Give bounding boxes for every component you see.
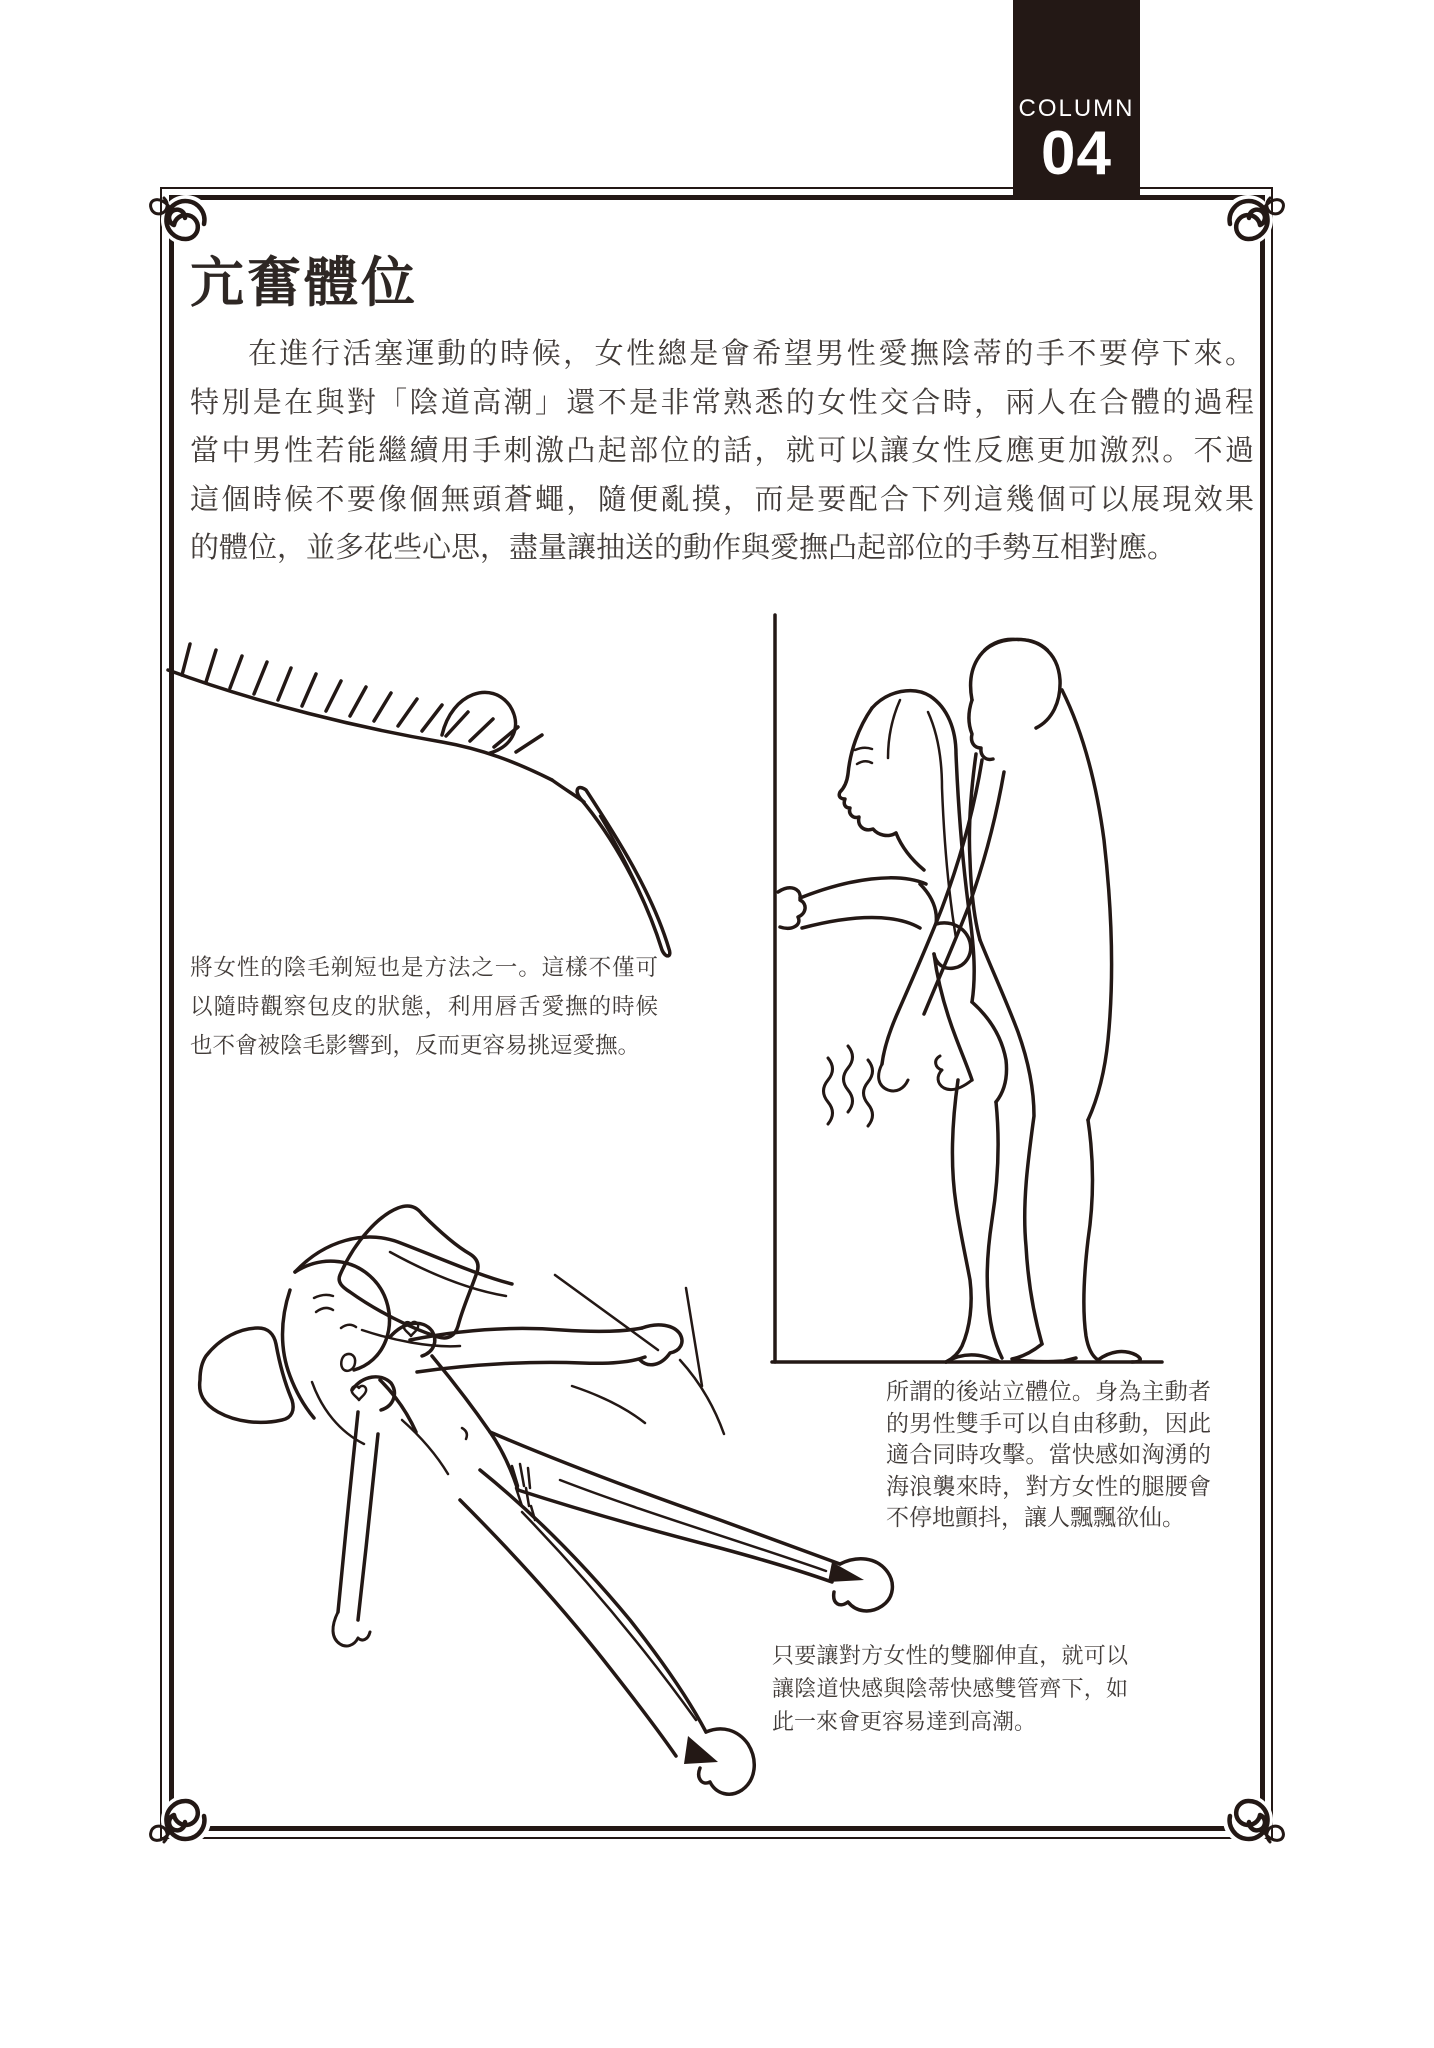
paragraph-line: 的體位，並多花些心思，盡量讓抽送的動作與愛撫凸起部位的手勢互相對應。 [190, 532, 1177, 564]
paragraph-line: 特別是在與對「陰道高潮」還不是非常熟悉的女性交合時，兩人在合體的過程 [190, 386, 1254, 419]
corner-ornament-icon [1214, 1786, 1290, 1862]
page-title: 亢奮體位 [190, 253, 418, 313]
caption-line: 所謂的後站立體位。身為主動者 [886, 1378, 1211, 1404]
paragraph-line: 在進行活塞運動的時候，女性總是會希望男性愛撫陰蒂的手不要停下來。 [248, 338, 1254, 370]
caption-line: 此一來會更容易達到高潮。 [772, 1709, 1037, 1734]
intro-paragraph [190, 330, 1254, 573]
corner-ornament-icon [1214, 178, 1290, 254]
caption-line: 不停地顫抖，讓人飄飄欲仙。 [886, 1504, 1185, 1530]
caption-lying-position [772, 1639, 1128, 1738]
column-tab [1013, 0, 1140, 196]
caption-line: 以隨時觀察包皮的狀態，利用唇舌愛撫的時候 [190, 994, 658, 1019]
caption-line: 適合同時攻擊。當快感如洶湧的 [886, 1441, 1211, 1467]
caption-line: 的男性雙手可以自由移動，因此 [886, 1409, 1211, 1436]
caption-standing-position [886, 1376, 1211, 1534]
caption-shaving [190, 948, 658, 1065]
paragraph-line: 這個時候不要像個無頭蒼蠅，隨便亂摸，而是要配合下列這幾個可以展現效果 [190, 483, 1254, 516]
caption-line: 海浪襲來時，對方女性的腿腰會 [886, 1472, 1211, 1499]
caption-line: 將女性的陰毛剃短也是方法之一。這樣不僅可 [190, 955, 658, 980]
caption-line: 只要讓對方女性的雙腳伸直，就可以 [772, 1643, 1128, 1668]
column-tab-number: 04 [1041, 118, 1112, 188]
paragraph-line: 當中男性若能繼續用手刺激凸起部位的話，就可以讓女性反應更加激烈。不過 [190, 435, 1254, 467]
caption-line: 讓陰道快感與陰蒂快感雙管齊下，如 [772, 1676, 1128, 1701]
caption-line: 也不會被陰毛影響到，反而更容易挑逗愛撫。 [190, 1033, 641, 1058]
illustration-trimmed-pubic-area [160, 640, 680, 970]
column-tab-label: COLUMN [1018, 94, 1135, 122]
